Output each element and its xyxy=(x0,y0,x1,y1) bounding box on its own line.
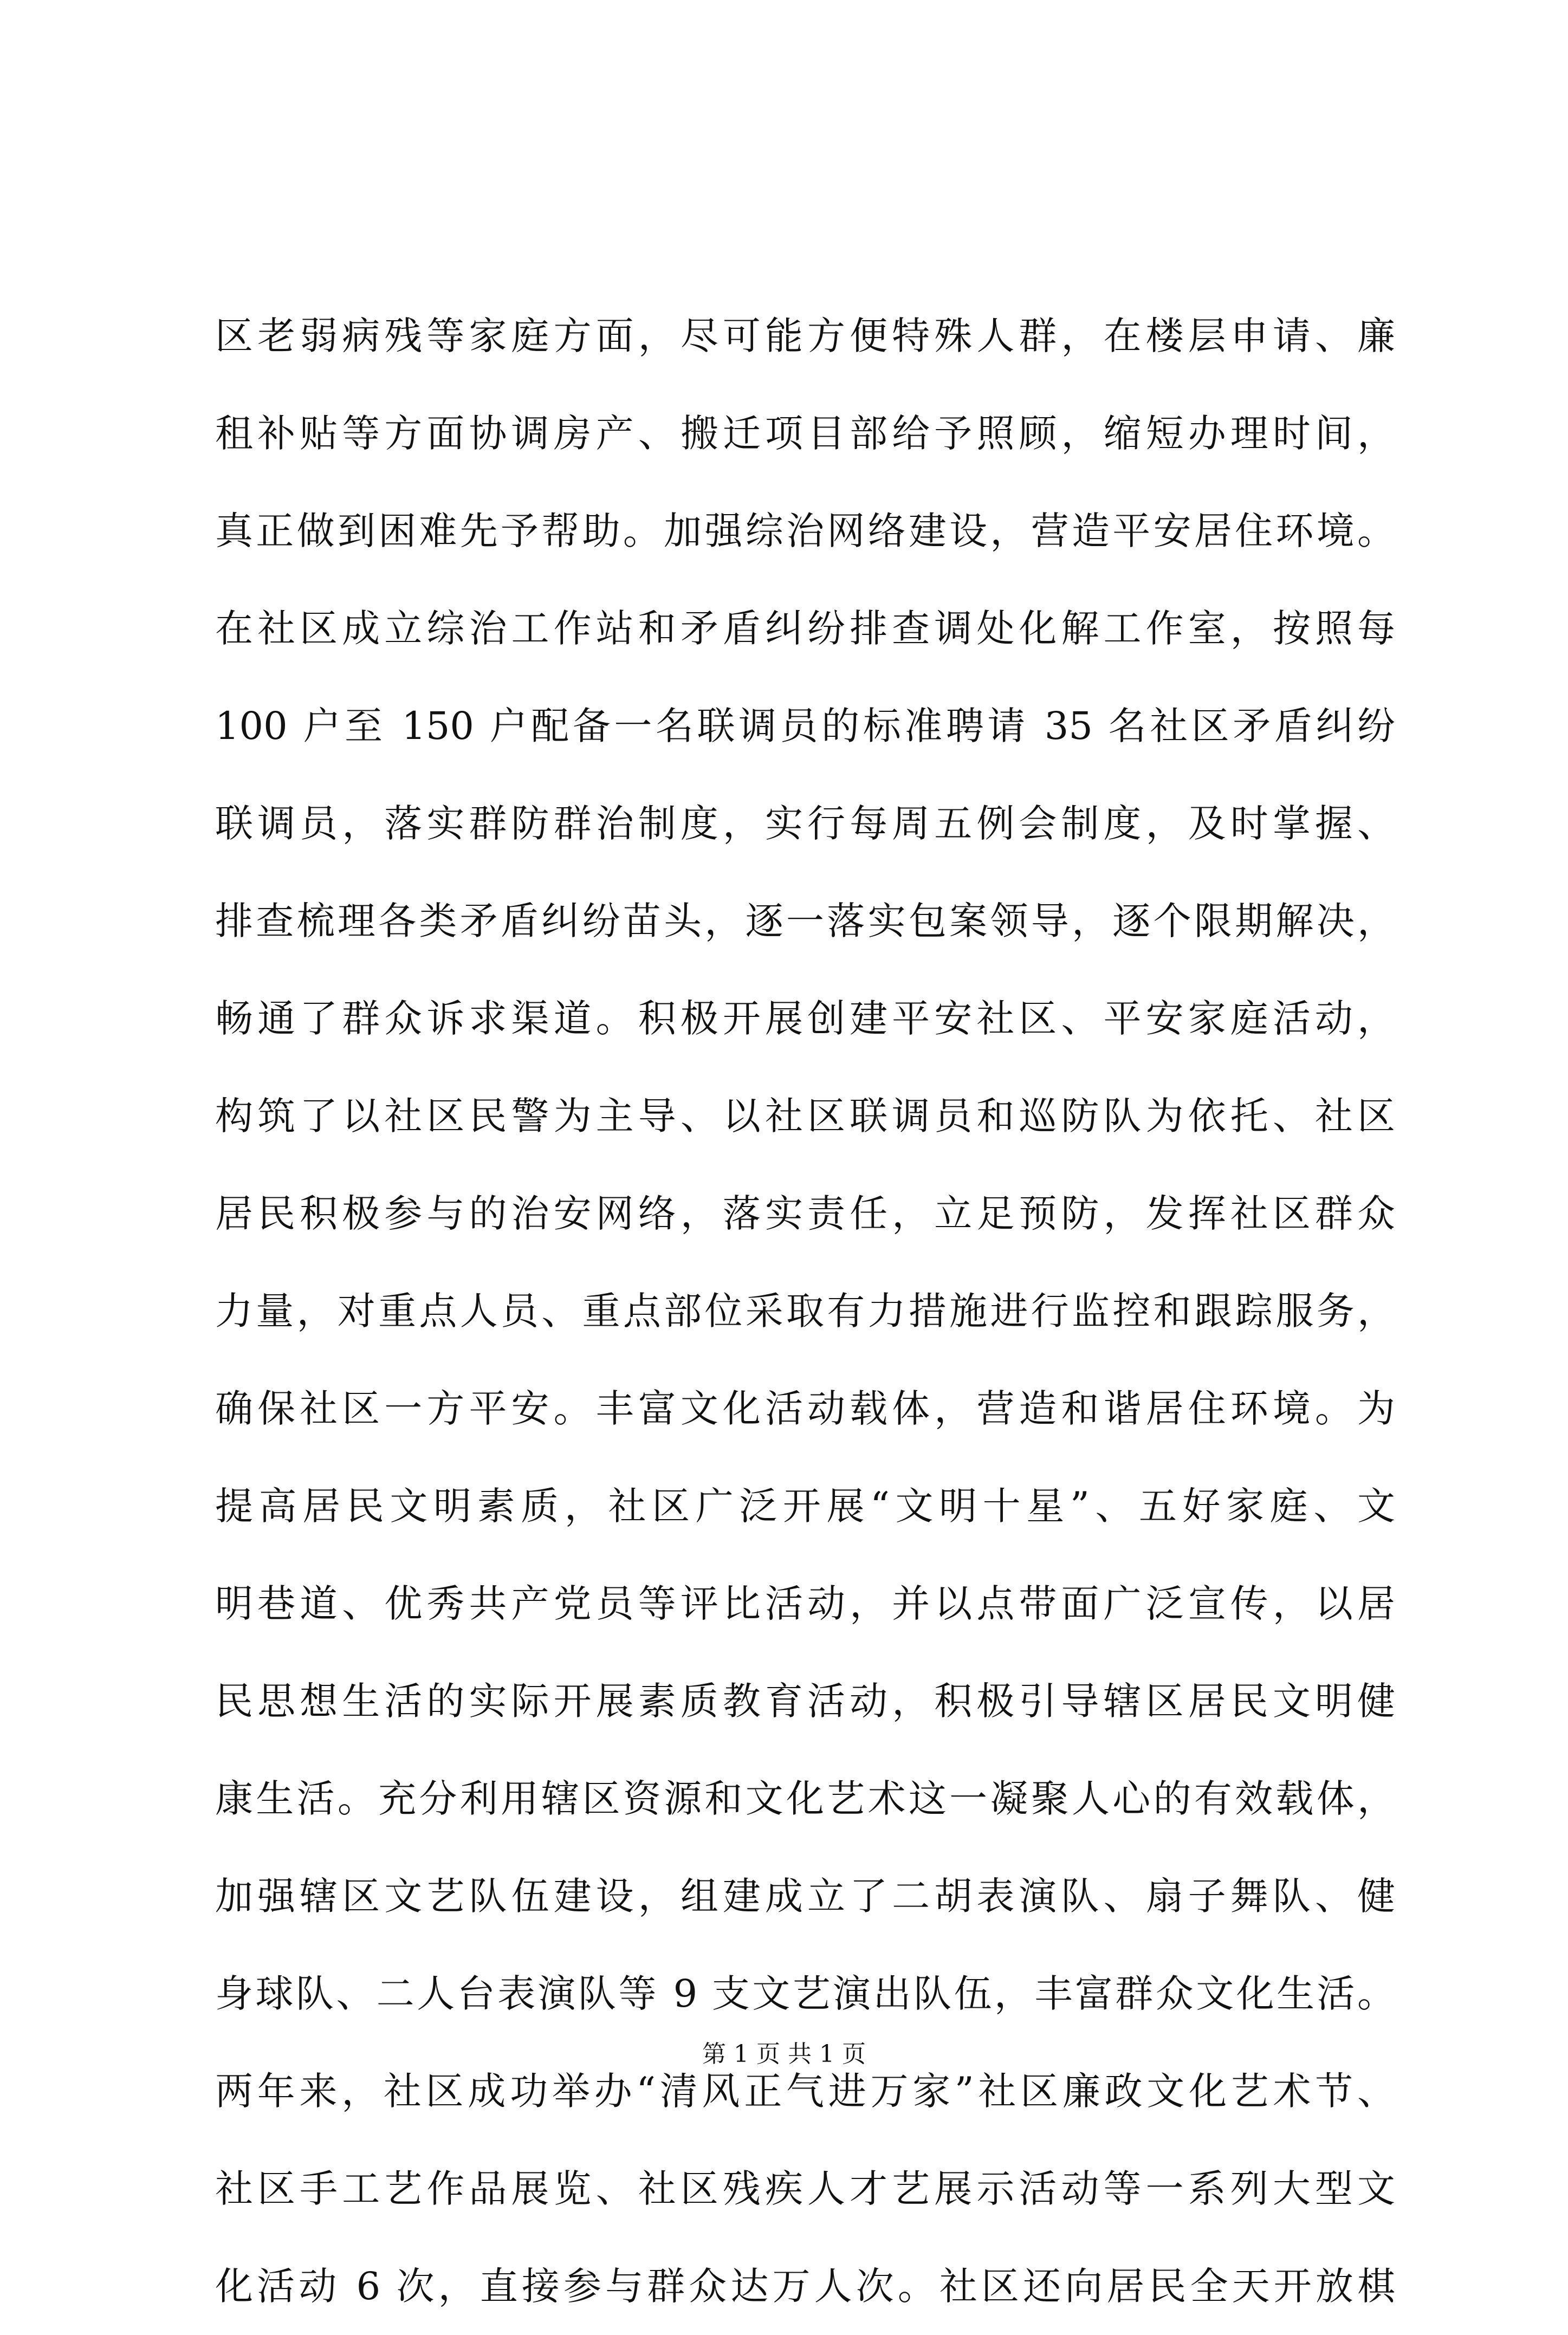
page-footer xyxy=(0,2034,1568,2069)
text-line: 租补贴等方面协调房产、搬迁项目部给予照顾，缩短办理时间， xyxy=(215,411,1395,456)
text-line: 在社区成立综治工作站和矛盾纠纷排查调处化解工作室，按照每 xyxy=(215,606,1395,651)
text-line: 康生活。充分利用辖区资源和文化艺术这一凝聚人心的有效载体， xyxy=(215,1776,1395,1821)
text-line: 明巷道、优秀共产党员等评比活动，并以点带面广泛宣传，以居 xyxy=(215,1581,1395,1626)
text-line: 身球队、二人台表演队等 9 支文艺演出队伍，丰富群众文化生活。 xyxy=(215,1971,1395,2016)
text-line: 真正做到困难先予帮助。加强综治网络建设，营造平安居住环境。 xyxy=(215,509,1395,553)
text-line: 排查梳理各类矛盾纠纷苗头，逐一落实包案领导，逐个限期解决， xyxy=(215,899,1395,943)
text-line: 区老弱病残等家庭方面，尽可能方便特殊人群，在楼层申请、廉 xyxy=(215,314,1395,358)
text-line: 民思想生活的实际开展素质教育活动，积极引导辖区居民文明健 xyxy=(215,1679,1395,1723)
text-line: 提高居民文明素质，社区广泛开展“文明十星”、五好家庭、文 xyxy=(215,1484,1395,1528)
page-number-label: 第 1 页 共 1 页 xyxy=(702,2040,866,2068)
text-line: 确保社区一方平安。丰富文化活动载体，营造和谐居住环境。为 xyxy=(215,1386,1395,1431)
text-line: 力量，对重点人员、重点部位采取有力措施进行监控和跟踪服务， xyxy=(215,1289,1395,1333)
text-line: 化活动 6 次，直接参与群众达万人次。社区还向居民全天开放棋 xyxy=(215,2264,1395,2308)
text-line: 两年来，社区成功举办“清风正气进万家”社区廉政文化艺术节、 xyxy=(215,2069,1395,2113)
text-line: 加强辖区文艺队伍建设，组建成立了二胡表演队、扇子舞队、健 xyxy=(215,1874,1395,1918)
text-line: 畅通了群众诉求渠道。积极开展创建平安社区、平安家庭活动， xyxy=(215,996,1395,1041)
text-line: 100 户至 150 户配备一名联调员的标准聘请 35 名社区矛盾纠纷 xyxy=(215,704,1395,748)
text-line: 构筑了以社区民警为主导、以社区联调员和巡防队为依托、社区 xyxy=(215,1094,1395,1138)
text-line: 联调员，落实群防群治制度，实行每周五例会制度，及时掌握、 xyxy=(215,801,1395,846)
text-line: 居民积极参与的治安网络，落实责任，立足预防，发挥社区群众 xyxy=(215,1191,1395,1236)
text-line: 社区手工艺作品展览、社区残疾人才艺展示活动等一系列大型文 xyxy=(215,2167,1395,2211)
body-text xyxy=(215,287,1395,2335)
